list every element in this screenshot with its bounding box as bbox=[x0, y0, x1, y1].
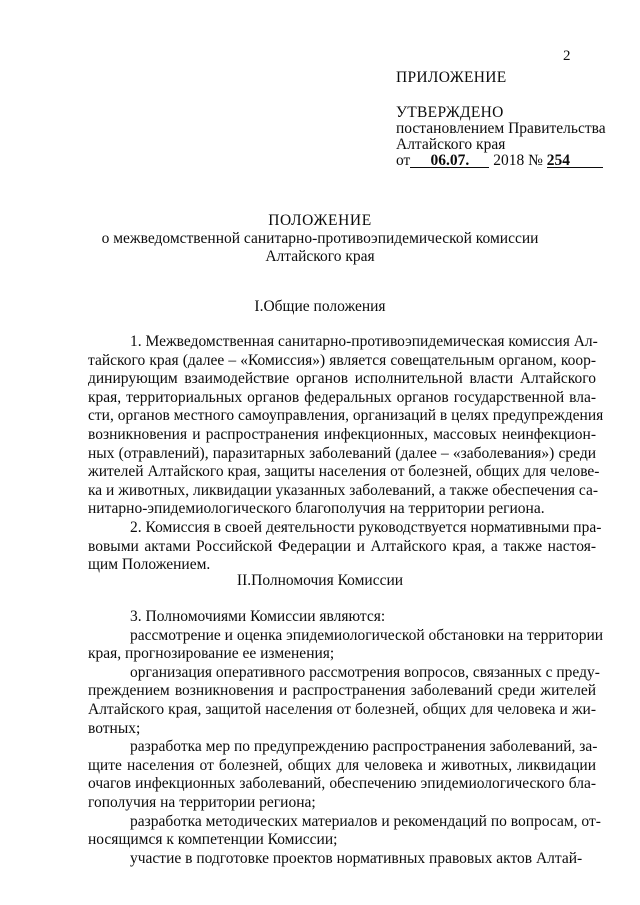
paragraph bbox=[88, 663, 600, 738]
paragraph bbox=[88, 850, 596, 869]
paragraph-line: очагов инфекционных заболеваний, обеспечению эпидемиологического бла- bbox=[88, 775, 596, 793]
section-title-general: I.Общие положения bbox=[254, 298, 386, 315]
approval-stamp-block bbox=[396, 105, 606, 169]
paragraph-line: разработка мер по предупреждению распространения заболеваний, за- bbox=[130, 738, 598, 756]
paragraph bbox=[88, 333, 604, 519]
paragraph-line: Алтайского края, защитой населения от болезней, общих для человека и жи- bbox=[88, 700, 596, 718]
document-subtitle-line-2: Алтайского края bbox=[265, 248, 375, 265]
appendix-label: ПРИЛОЖЕНИЕ bbox=[396, 69, 507, 86]
paragraph-line: тайского края (далее – «Комиссия») является совещательным органом, коор- bbox=[88, 351, 596, 369]
date-number-field: 254 bbox=[547, 154, 603, 168]
paragraph-line: края, прогнозирование ее изменения; bbox=[88, 645, 335, 663]
appendix-block bbox=[396, 70, 606, 169]
section-body-general bbox=[88, 333, 604, 575]
approved-by-line-2: Алтайского края bbox=[396, 136, 506, 153]
paragraph bbox=[88, 608, 596, 627]
paragraph-line: нитарно-эпидемиологического благополучия на территории региона. bbox=[88, 500, 545, 518]
approved-by-line-1: постановлением Правительства bbox=[396, 120, 606, 137]
document-subtitle-line-1: о межведомственной санитарно-противоэпидемической комиссии bbox=[101, 230, 539, 247]
section-title-powers: II.Полномочия Комиссии bbox=[236, 572, 404, 589]
date-year: 2018 № bbox=[493, 152, 543, 169]
document-title: ПОЛОЖЕНИЕ bbox=[268, 212, 372, 229]
paragraph bbox=[88, 518, 602, 575]
document-heading bbox=[0, 212, 640, 266]
paragraph bbox=[88, 738, 596, 812]
paragraph-line: носящимся к компетенции Комиссии; bbox=[88, 831, 338, 849]
paragraph-line: края, территориальных органов федеральных органов государственной вла- bbox=[88, 388, 596, 406]
paragraph-line: возникновения и распространения инфекционных, массовых неинфекцион- bbox=[88, 425, 596, 443]
paragraph-line: динирующим взаимодействие органов исполнительной власти Алтайского bbox=[88, 370, 596, 388]
approved-label: УТВЕРЖДЕНО bbox=[396, 104, 504, 121]
approval-date-line bbox=[396, 153, 606, 169]
section-body-powers bbox=[88, 608, 604, 868]
paragraph-line: вотных; bbox=[88, 719, 141, 737]
paragraph-line: сти, органов местного самоуправления, организаций в целях предупреждения bbox=[88, 407, 604, 425]
paragraph-line: щим Положением. bbox=[88, 556, 211, 574]
paragraph-line: гополучия на территории региона; bbox=[88, 793, 316, 811]
paragraph-line: рассмотрение и оценка эпидемиологической обстановки на территории bbox=[130, 626, 604, 644]
paragraph-line: 1. Межведомственная санитарно-противоэпидемическая комиссия Ал- bbox=[130, 333, 598, 350]
date-day-field: 06.07. bbox=[410, 154, 489, 168]
paragraph bbox=[88, 812, 601, 850]
paragraph bbox=[88, 626, 604, 664]
paragraph-line: разработка методических материалов и рекомендаций по вопросам, от- bbox=[130, 812, 601, 830]
date-prefix: от bbox=[396, 152, 411, 169]
paragraph-line: 2. Комиссия в своей деятельности руководствуется нормативными пра- bbox=[130, 518, 602, 536]
paragraph-line: ных (отравлений), паразитарных заболеваний (далее – «заболевания») среди bbox=[88, 444, 596, 462]
paragraph-line: участие в подготовке проектов нормативных правовых актов Алтай- bbox=[130, 849, 583, 867]
paragraph-line: вовыми актами Российской Федерации и Алтайского края, а также настоя- bbox=[88, 537, 596, 555]
paragraph-line: жителей Алтайского края, защиты населения от болезней, общих для челове- bbox=[88, 463, 600, 481]
paragraph-line: преждением возникновения и распространения заболеваний среди жителей bbox=[88, 682, 596, 700]
paragraph-line: ка и животных, ликвидации указанных заболеваний, а также обеспечения са- bbox=[88, 481, 599, 499]
paragraph-line: 3. Полномочиями Комиссии являются: bbox=[130, 608, 386, 625]
paragraph-line: организация оперативного рассмотрения вопросов, связанных с преду- bbox=[130, 663, 600, 681]
page-number: 2 bbox=[563, 48, 571, 64]
paragraph-line: щите населения от болезней, общих для человека и животных, ликвидации bbox=[88, 756, 596, 774]
